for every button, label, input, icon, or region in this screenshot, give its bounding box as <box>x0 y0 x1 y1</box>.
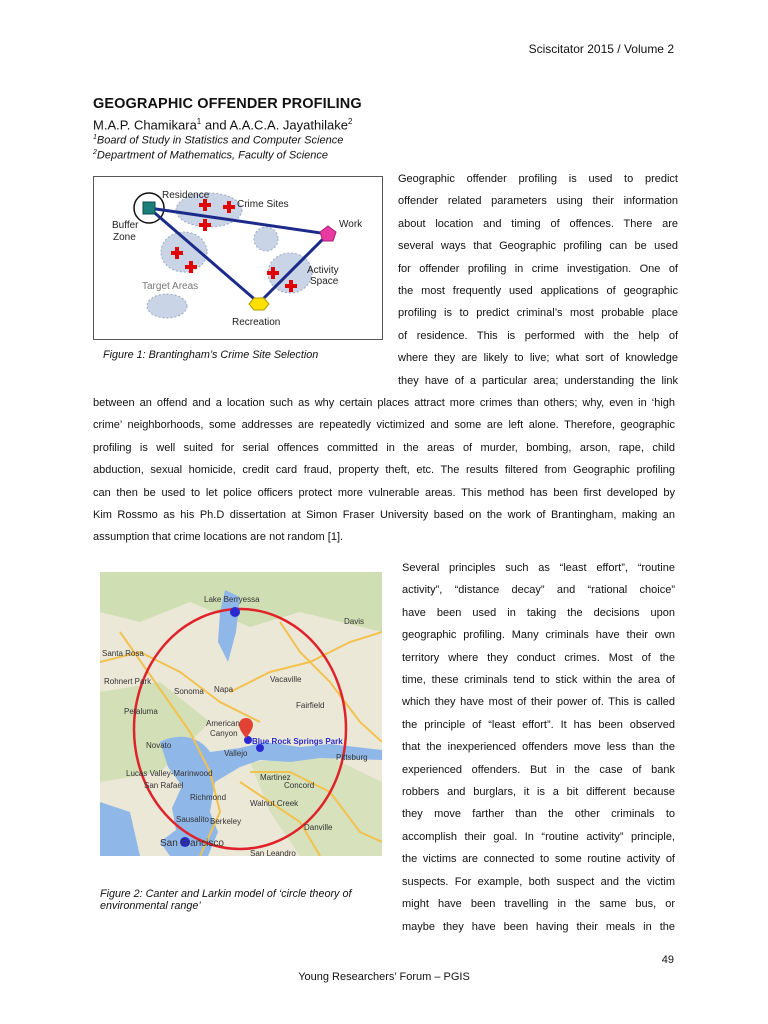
crime-location-dot <box>230 607 240 617</box>
map-label: Canyon <box>210 729 238 738</box>
text-line: Kim Rossmo as his Ph.D dissertation at Simon Fraser University based on the work of Brantingham, making an <box>93 509 675 522</box>
affiliation-mark: 2 <box>93 149 97 156</box>
space-label: Space <box>310 276 339 287</box>
author-1-affiliation-mark: 1 <box>196 117 202 126</box>
map-label: Davis <box>344 617 365 626</box>
map-label: Concord <box>284 781 315 790</box>
text-line: between an offend and a location such as why certain places attract more crimes than others; why, even in ‘high <box>93 397 675 409</box>
text-line: can then be used to let police officers protect more vulnerable areas. This method has been first developed by <box>93 486 675 499</box>
caption-line: Figure 2: Canter and Larkin model of ‘circle theory of <box>100 888 352 900</box>
map-label: Vacaville <box>270 675 302 684</box>
text-line: for offender profiling in crime investigation. One of <box>398 262 678 275</box>
text-line: might have been travelling in the same bus, or <box>402 898 675 911</box>
text-line: maybe they have been having their meals in the <box>402 920 675 933</box>
author-2-affiliation-mark: 2 <box>347 117 353 126</box>
work-label: Work <box>339 219 363 230</box>
map-label: Richmond <box>190 793 227 802</box>
text-line: profiling is well suited for serial offences committed in the areas of murder, bombing, arson, rape, child <box>93 441 675 454</box>
text-line: Geographic offender profiling is used to predict <box>398 173 678 185</box>
map-label: Napa <box>214 685 234 694</box>
map-label: San Leandro <box>250 849 296 856</box>
author-line <box>93 117 352 132</box>
crime-sites-label: Crime Sites <box>237 199 289 210</box>
paragraph-1-full-width <box>93 392 675 549</box>
affiliation-mark: 1 <box>93 134 97 141</box>
recreation-label: Recreation <box>232 317 281 328</box>
map-label: Novato <box>146 741 172 750</box>
paper-title: GEOGRAPHIC OFFENDER PROFILING <box>93 96 362 112</box>
text-line: experienced offenders. But in the case of bank <box>402 763 675 776</box>
residence-marker-icon <box>143 202 155 214</box>
map-label: Sausalito <box>176 815 209 824</box>
text-line: offender related parameters using their information <box>398 195 678 208</box>
residence-label: Residence <box>162 190 210 201</box>
map-label: Sonoma <box>174 687 204 696</box>
text-line: they have of a particular area; understanding the link <box>398 374 678 387</box>
text-line: crime’ neighborhoods, some addresses are repeatedly victimized and some are left alone. Therefore, geographic <box>93 419 675 432</box>
text-line: about location and timing of offences. There are <box>398 217 678 230</box>
affiliation-text: Department of Mathematics, Faculty of Science <box>96 149 329 162</box>
figure-1-caption: Figure 1: Brantingham’s Crime Site Selection <box>103 349 319 361</box>
text-line: profiling is to predict criminal’s most probable place <box>398 307 678 320</box>
target-area <box>254 227 278 251</box>
text-line: abduction, sexual homicide, credit card fraud, property theft, etc. The results filtered from Geographic profiling <box>93 464 675 477</box>
page-footer: Young Researchers’ Forum – PGIS <box>298 971 470 983</box>
map-label: Pittsburg <box>336 753 368 762</box>
text-line: assumption that crime locations are not random [1]. <box>93 531 344 544</box>
text-line: time, these criminals tend to stick within the area of <box>402 674 675 687</box>
map-label: Santa Rosa <box>102 649 144 658</box>
affiliation-text: Board of Study in Statistics and Computer Science <box>96 134 344 147</box>
author-and: and <box>201 117 230 133</box>
map-label: Lucas Valley-Marinwood <box>126 769 213 778</box>
text-line: they move farther than the other criminals to <box>402 808 675 821</box>
text-line: territory where they conduct crimes. Most of the <box>402 651 675 664</box>
text-line: several ways that Geographic profiling can be used <box>398 240 678 253</box>
map-label: San Francisco <box>160 838 224 849</box>
map-label: San Rafael <box>144 781 184 790</box>
map-svg <box>100 572 382 856</box>
text-line: the victims are connected to some routine activity of <box>402 853 675 866</box>
text-line: have been used in taking the decisions upon <box>402 606 675 619</box>
text-line: the principle of “least effort”. It has been observed <box>402 718 675 731</box>
author-1: M.A.P. Chamikara <box>93 117 197 133</box>
buffer-label: Buffer <box>112 220 139 231</box>
map-label: American <box>206 719 240 728</box>
blue-rock-springs-park-label: Blue Rock Springs Park <box>252 737 343 746</box>
target-areas-label: Target Areas <box>142 281 199 292</box>
affiliation-2 <box>93 149 328 162</box>
affiliation-1 <box>93 134 343 147</box>
text-line: the most frequently used applications of geographic <box>398 285 678 298</box>
figure-2-circle-theory-map <box>100 572 382 856</box>
recreation-marker-icon <box>249 298 269 310</box>
map-label: Danville <box>304 823 333 832</box>
map-label: Lake Berryessa <box>204 595 260 604</box>
map-label: Petaluma <box>124 707 158 716</box>
crime-site-diagram-svg <box>94 177 382 339</box>
author-2: A.A.C.A. Jayathilake <box>229 117 348 133</box>
paragraph-2-right-column <box>402 557 675 938</box>
text-line: of residence. This is performed with the help of <box>398 329 678 342</box>
text-line: which they have most of their power of. This is called <box>402 696 675 709</box>
text-line: activity”, “distance decay” and “rational choice” <box>402 584 675 597</box>
caption-line: environmental range’ <box>100 900 201 912</box>
figure-2-caption <box>100 888 385 912</box>
paragraph-1-right-column <box>398 168 678 392</box>
text-line: where they are likely to live; what sort of knowledge <box>398 352 678 365</box>
crime-location-dot <box>244 736 252 744</box>
map-label: Vallejo <box>224 749 248 758</box>
map-label: Walnut Creek <box>250 799 299 808</box>
text-line: accomplish their goal. In “routine activity” principle, <box>402 830 675 843</box>
journal-header: Sciscitator 2015 / Volume 2 <box>528 42 674 56</box>
map-label: Rohnert Park <box>104 677 152 686</box>
page-number: 49 <box>661 954 674 966</box>
map-label: Berkeley <box>210 817 242 826</box>
text-line: geographic profiling. Many criminals have their own <box>402 629 675 642</box>
map-label: Fairfield <box>296 701 325 710</box>
zone-label: Zone <box>113 232 136 243</box>
text-line: that the inexperienced offenders move less than the <box>402 741 675 754</box>
activity-label: Activity <box>307 265 339 276</box>
text-line: Several principles such as “least effort”, “routine <box>402 562 675 574</box>
text-line: robbers and burglars, it is a bit different because <box>402 786 675 799</box>
target-area <box>147 294 187 318</box>
work-marker-icon <box>320 226 336 241</box>
map-label: Martinez <box>260 773 291 782</box>
figure-1-crime-site-diagram <box>93 176 383 340</box>
text-line: suspects. For example, both suspect and the victim <box>402 875 675 888</box>
